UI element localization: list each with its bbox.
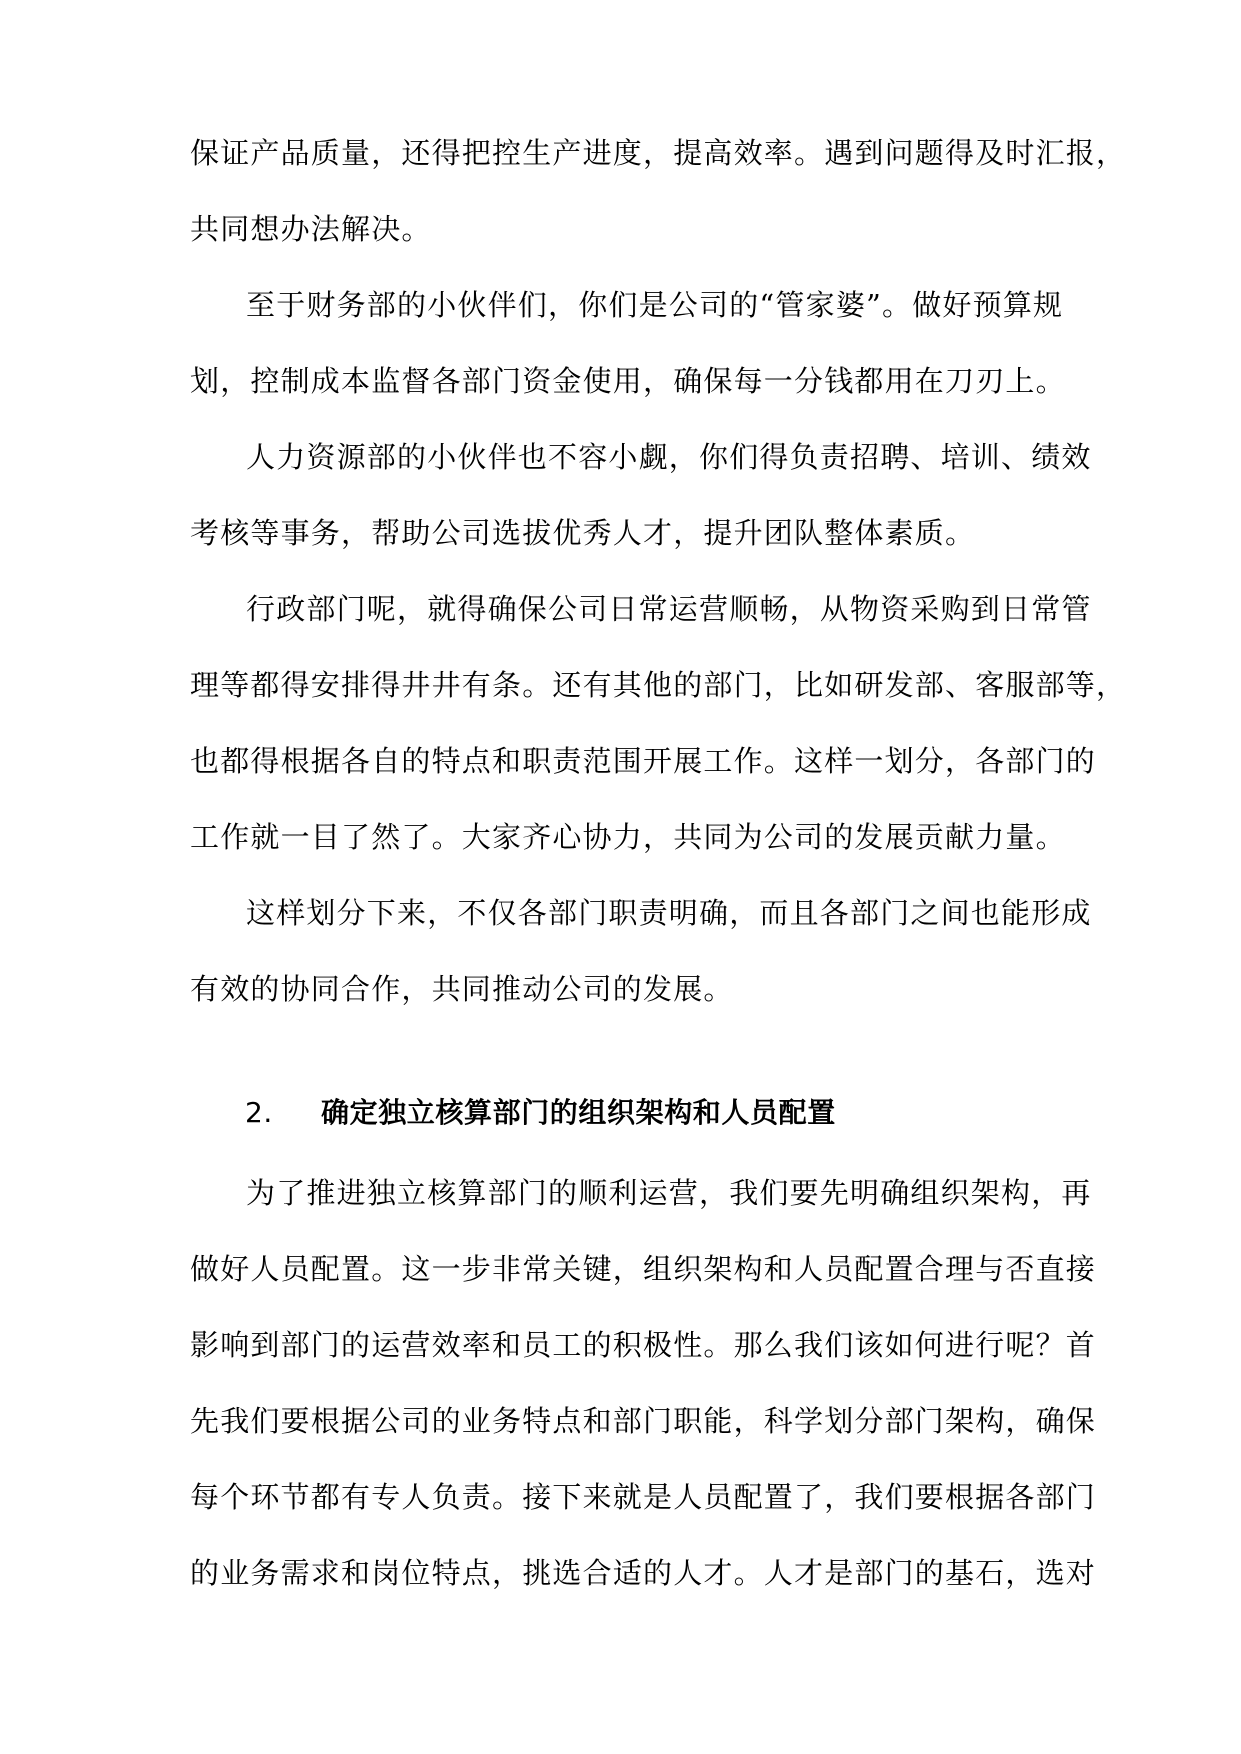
text-line: 每个环节都有专人负责。接下来就是人员配置了，我们要根据各部门 [190, 1480, 1097, 1514]
section-title: 确定独立核算部门的组织架构和人员配置 [321, 1096, 836, 1129]
text-line: 也都得根据各自的特点和职责范围开展工作。这样一划分，各部门的 [190, 744, 1097, 778]
section-heading [245, 1095, 836, 1131]
text-line: 为了推进独立核算部门的顺利运营，我们要先明确组织架构，再 [246, 1176, 1092, 1210]
text-line: 理等都得安排得井井有条。还有其他的部门，比如研发部、客服部等， [190, 668, 1127, 702]
text-line: 共同想办法解决。 [190, 212, 432, 246]
text-line: 行政部门呢，就得确保公司日常运营顺畅，从物资采购到日常管 [246, 592, 1092, 626]
text-line: 有效的协同合作，共同推动公司的发展。 [190, 972, 734, 1006]
text-line: 保证产品质量，还得把控生产进度，提高效率。遇到问题得及时汇报， [190, 136, 1127, 170]
text-line: 考核等事务，帮助公司选拔优秀人才，提升团队整体素质。 [190, 516, 976, 550]
text-line: 人力资源部的小伙伴也不容小觑，你们得负责招聘、培训、绩效 [246, 440, 1092, 474]
text-line: 的业务需求和岗位特点，挑选合适的人才。人才是部门的基石，选对 [190, 1556, 1097, 1590]
text-line: 影响到部门的运营效率和员工的积极性。那么我们该如何进行呢？首 [190, 1328, 1097, 1362]
text-line: 做好人员配置。这一步非常关键，组织架构和人员配置合理与否直接 [190, 1252, 1097, 1286]
text-line: 划，控制成本监督各部门资金使用，确保每一分钱都用在刀刃上。 [190, 364, 1066, 398]
section-number: 2. [245, 1096, 273, 1129]
text-line: 工作就一目了然了。大家齐心协力，共同为公司的发展贡献力量。 [190, 820, 1066, 854]
text-line: 这样划分下来，不仅各部门职责明确，而且各部门之间也能形成 [246, 896, 1092, 930]
text-line: 至于财务部的小伙伴们，你们是公司的“管家婆”。做好预算规 [246, 288, 1064, 322]
text-line: 先我们要根据公司的业务特点和部门职能，科学划分部门架构，确保 [190, 1404, 1097, 1438]
